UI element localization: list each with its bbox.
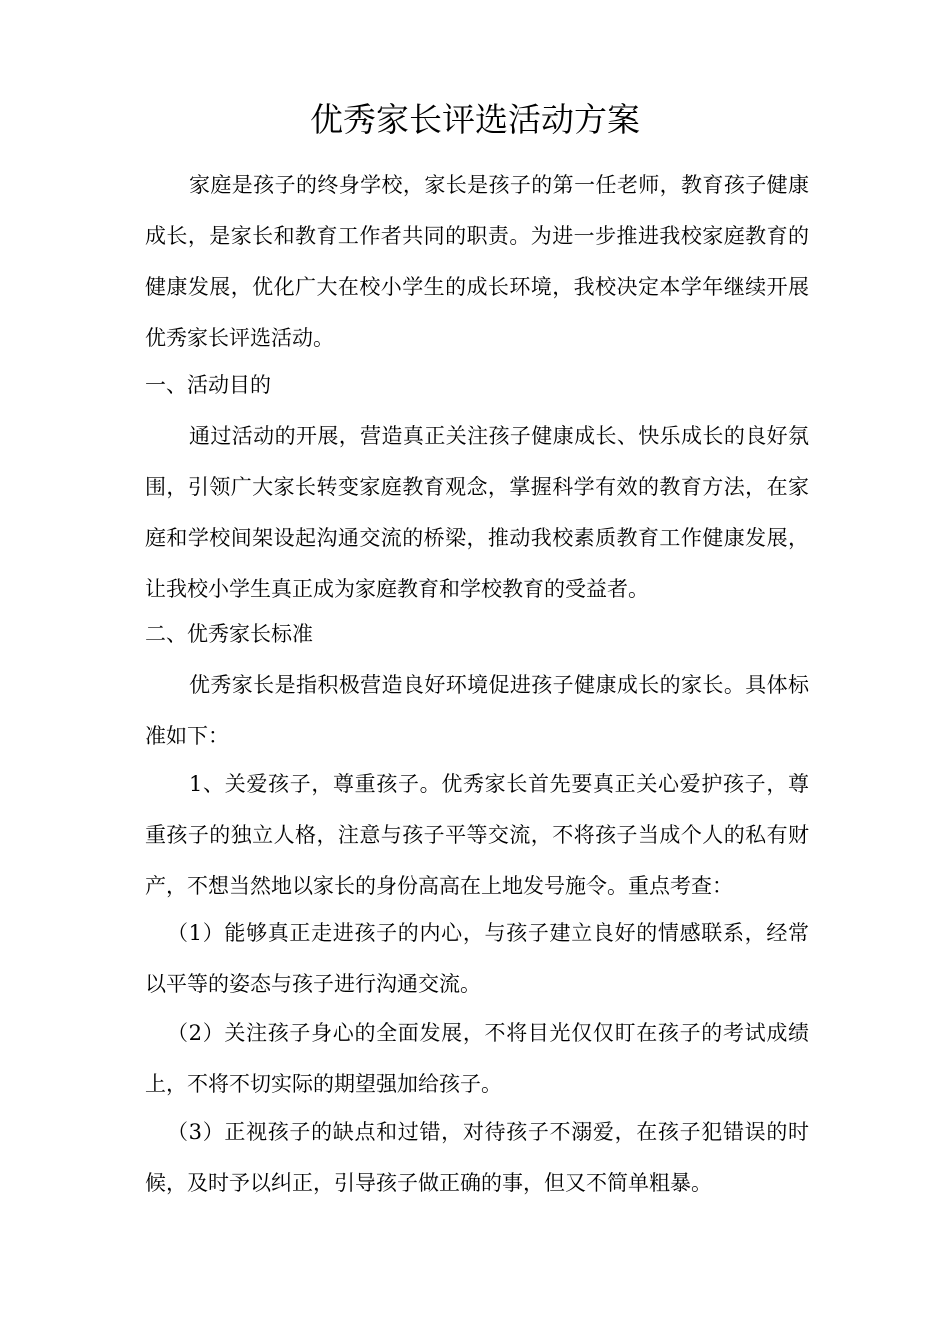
standards-paragraph: 优秀家长是指积极营造良好环境促进孩子健康成长的家长。具体标准如下： [145,673,809,748]
document-title: 优秀家长评选活动方案 [310,100,640,139]
intro-paragraph: 家庭是孩子的终身学校，家长是孩子的第一任老师，教育孩子健康成长，是家长和教育工作者共同的职责。为进一步推进我校家庭教育的健康发展，优化广大在校小学生的成长环境，我校决定本学年继续开展优秀家长评选活动。 [145,173,809,350]
purpose-paragraph: 通过活动的开展，营造真正关注孩子健康成长、快乐成长的良好氛围，引领广大家长转变家庭教育观念，掌握科学有效的教育方法，在家庭和学校间架设起沟通交流的桥梁，推动我校素质教育工作健康发展，让我校小学生真正成为家庭教育和学校教育的受益者。 [145,424,809,601]
standard-item-1: 1、关爱孩子，尊重孩子。优秀家长首先要真正关心爱护孩子，尊重孩子的独立人格，注意与孩子平等交流，不将孩子当成个人的私有财产，不想当然地以家长的身份高高在上地发号施令。重点考查： [145,772,809,898]
standard-subitem-3: （3）正视孩子的缺点和过错，对待孩子不溺爱，在孩子犯错误的时候，及时予以纠正，引导孩子做正确的事，但又不简单粗暴。 [145,1120,809,1195]
section-heading-standards: 二、优秀家长标准 [145,622,313,646]
section-heading-purpose: 一、活动目的 [145,373,271,397]
standard-subitem-1: （1）能够真正走进孩子的内心，与孩子建立良好的情感联系，经常以平等的姿态与孩子进行沟通交流。 [145,921,809,996]
standard-subitem-2: （2）关注孩子身心的全面发展，不将目光仅仅盯在孩子的考试成绩上，不将不切实际的期望强加给孩子。 [145,1021,809,1096]
